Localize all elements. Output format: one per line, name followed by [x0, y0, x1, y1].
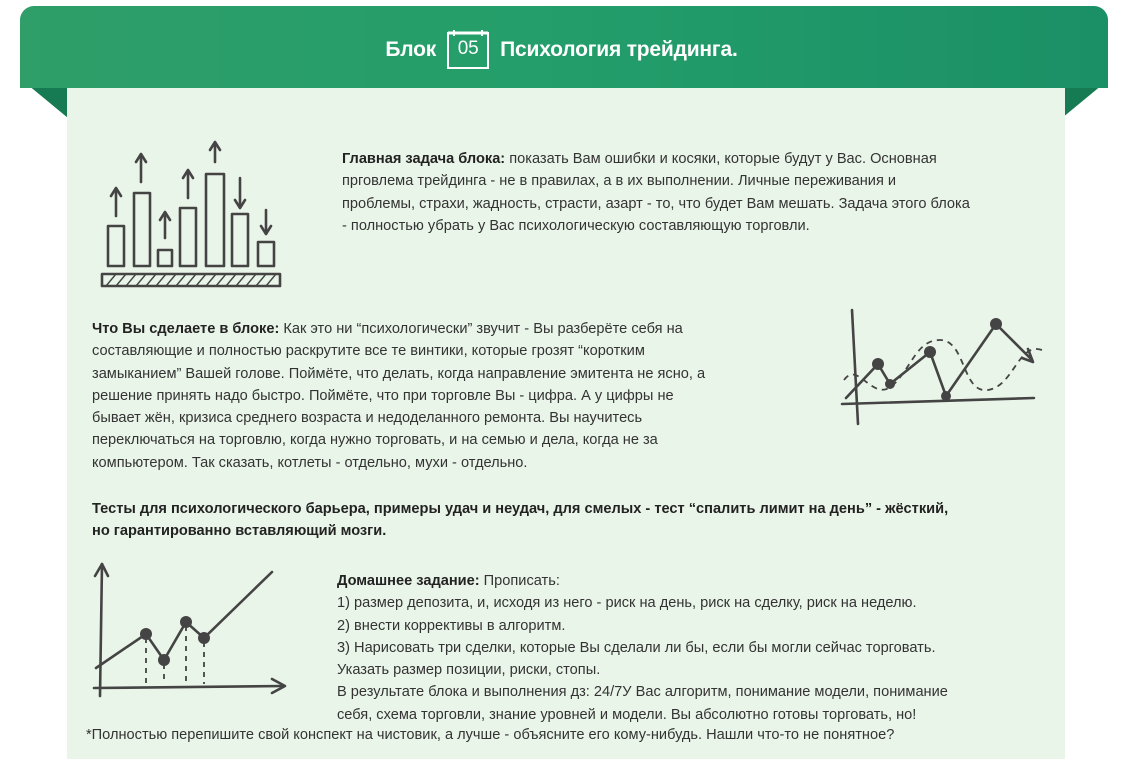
block-number: 05 [457, 38, 479, 59]
tests-paragraph [92, 498, 1052, 543]
main-task-line: - полностью убрать у Вас психологическую составляющую торговли. [342, 217, 810, 234]
what-you-do-paragraph [92, 318, 782, 474]
rising-line-chart-icon [86, 558, 296, 704]
what-line: составляющие и полностью раскрутите все те винтики, которые грозят “коротким [92, 343, 645, 360]
page-title [0, 30, 1123, 70]
homework-line: себя, схема торговли, знание уровней и модели. Вы абсолютно готовы торговать, но! [337, 706, 917, 723]
homework-label: Домашнее задание: [337, 573, 480, 589]
footnote [86, 724, 1066, 746]
block-number-badge [446, 30, 490, 70]
what-you-do-label: Что Вы сделаете в блоке: [92, 321, 280, 337]
homework-line: Домашнее задание: Прописать: [337, 573, 560, 589]
bar-chart-icon [98, 138, 288, 296]
what-line: Что Вы сделаете в блоке: Как это ни “психологически” звучит - Вы разберёте себя на [92, 321, 683, 337]
what-line: решение принять надо быстро. Поймёте, что при торговле Вы - цифра. А у цифры не [92, 387, 674, 404]
main-task-line: Главная задача блока: показать Вам ошибки и косяки, которые будут у Вас. Основная [342, 151, 937, 167]
homework-line: 2) внести коррективы в алгоритм. [337, 617, 566, 634]
title-text: Психология трейдинга. [500, 38, 738, 61]
what-line: бывает жён, кризиса среднего возраста и недоделанного ремонта. Вы научитесь [92, 410, 643, 427]
what-line: переключаться на торговлю, когда нужно торговать, и на семью и дела, когда не за [92, 432, 658, 449]
homework-line: В результате блока и выполнения дз: 24/7У Вас алгоритм, понимание модели, понимание [337, 684, 948, 701]
homework-line: Указать размер позиции, риски, стопы. [337, 662, 601, 679]
title-prefix: Блок [385, 38, 437, 61]
homework-line: 3) Нарисовать три сделки, которые Вы сделали ли бы, если бы могли сейчас торговать. [337, 639, 936, 656]
wave-line-chart-icon [838, 306, 1048, 432]
main-task-line: проблемы, страхи, жадность, страсти, азарт - то, что будет Вам мешать. Задача этого блока [342, 195, 970, 212]
main-task-paragraph [342, 148, 1042, 237]
main-task-label: Главная задача блока: [342, 151, 506, 167]
tests-line: но гарантированно вставляющий мозги. [92, 523, 387, 540]
tests-line: Тесты для психологического барьера, примеры удач и неудач, для смелых - тест “спалить лимит на день” - жёсткий, [92, 501, 949, 517]
what-line: компьютером. Так сказать, котлеты - отдельно, мухи - отдельно. [92, 454, 528, 471]
homework-line: 1) размер депозита, и, исходя из него - риск на день, риск на сделку, риск на неделю. [337, 595, 917, 612]
what-line: замыканием” Вашей голове. Поймёте, что делать, когда направление эмитента не ясно, а [92, 365, 706, 382]
main-task-line: прговлема трейдинга - не в правилах, а в их выполнении. Личные переживания и [342, 173, 897, 190]
footnote-line: *Полностью перепишите свой конспект на чистовик, а лучше - объясните его кому-нибудь. Нашли что-то не понятное? [86, 727, 895, 743]
homework-paragraph [337, 570, 1057, 726]
